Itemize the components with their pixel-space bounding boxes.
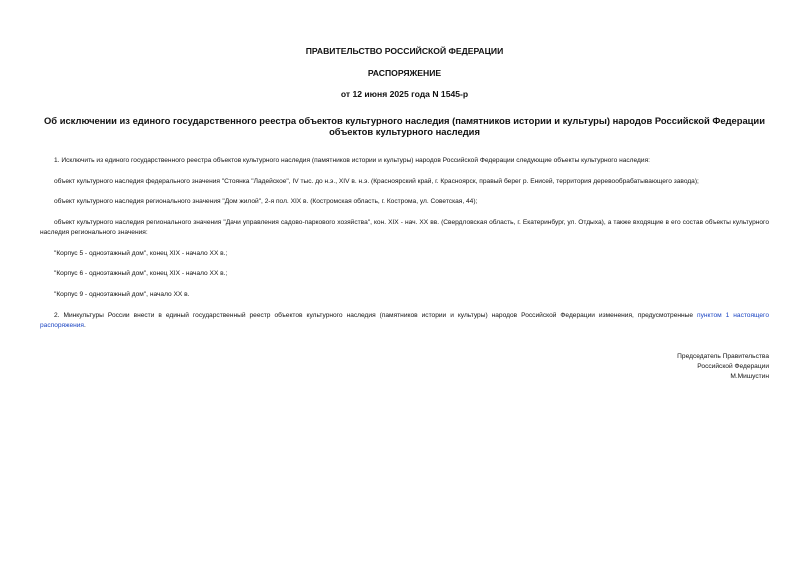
paragraph-2 xyxy=(40,311,769,330)
paragraph-2-text: 2. Минкультуры России внести в единый государственный реестр объектов культурного наследия (памятников истории и культуры) народов Российской Федерации изменения, предусмотренные xyxy=(54,312,698,319)
signature-position: Председатель Правительства xyxy=(677,353,769,360)
document-type: РАСПОРЯЖЕНИЕ xyxy=(367,68,442,78)
paragraph-2-end: . xyxy=(84,321,86,329)
paragraph-korpus-6: "Корпус 6 - одноэтажный дом", конец XIX - начало XX в.; xyxy=(54,270,228,277)
paragraph-item-federal: объект культурного наследия федерального значения "Стоянка "Ладейское", IV тыс. до н.э., XIV в. н.э. (Красноярский край, г. Красноярск, правый берег р. Енисей, территория деревообрабатывающего завода); xyxy=(54,178,699,185)
paragraph-korpus-5: "Корпус 5 - одноэтажный дом", конец XIX - начало XX в.; xyxy=(54,250,228,257)
document-date-number: от 12 июня 2025 года N 1545-р xyxy=(340,89,469,99)
document-page xyxy=(40,0,769,571)
document-title-line2: объектов культурного наследия xyxy=(329,126,480,137)
document-title-line1: Об исключении из единого государственного реестра объектов культурного наследия (памятников истории и культуры) народов Российской Федерации xyxy=(44,115,765,126)
paragraph-item-dachi: объект культурного наследия регионального значения "Дачи управления садово-паркового хозяйства", кон. XIX - нач. XX вв. (Свердловская область, г. Екатеринбург, ул. Отдыха), а также входящие в его состав объекты культурного наследия регионального значения: xyxy=(40,219,769,236)
government-header: ПРАВИТЕЛЬСТВО РОССИЙСКОЙ ФЕДЕРАЦИИ xyxy=(305,46,504,56)
paragraph-1: 1. Исключить из единого государственного реестра объектов культурного наследия (памятников истории и культуры) народов Российской Федерации следующие объекты культурного наследия: xyxy=(54,157,650,164)
paragraph-korpus-9: "Корпус 9 - одноэтажный дом", начало XX в. xyxy=(54,291,190,298)
signature-name: М.Мишустин xyxy=(730,373,769,380)
signature-country: Российской Федерации xyxy=(697,363,769,370)
point-1-link[interactable]: пунктом 1 настоящего распоряжения xyxy=(40,312,769,329)
signature-block xyxy=(677,352,769,382)
paragraph-item-dom-zhiloy: объект культурного наследия регионального значения "Дом жилой", 2-я пол. XIX в. (Костромская область, г. Кострома, ул. Советская, 44); xyxy=(54,198,478,205)
